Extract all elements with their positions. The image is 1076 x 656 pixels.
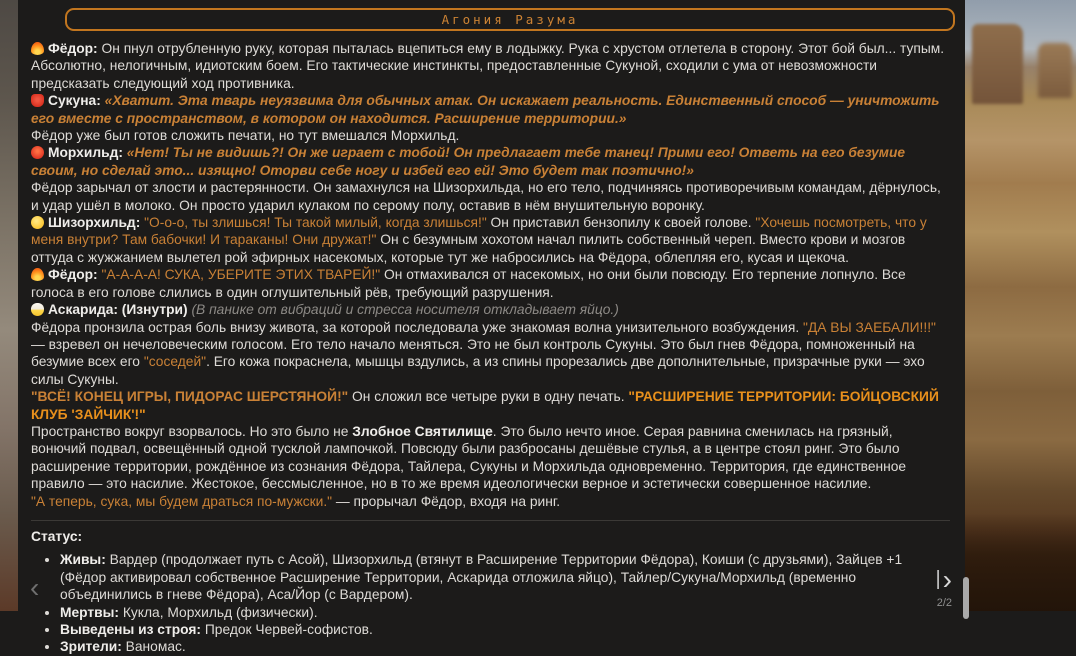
text-segment: Пространство вокруг взорвалось. Но это было не bbox=[31, 423, 353, 439]
status-item-text: Предок Червей-софистов. bbox=[201, 622, 373, 637]
text-segment: Он пнул отрубленную руку, которая пыталась вцепиться ему в лодыжку. Рука с хрустом отлетела в сторону. Этот бой был... тупым. Абсолютно, нелогичным, идиотским боем. Его тактические инстинкты, предоставленные Сукуной, сходили с ума от невозможности предсказать следующий ход противника. bbox=[31, 41, 945, 91]
text-segment: Он сложил все четыре руки в одну печать. bbox=[348, 389, 629, 405]
page-indicator: 2/2 bbox=[936, 597, 952, 609]
message-paragraph bbox=[31, 144, 951, 179]
story-title-box bbox=[65, 8, 955, 31]
prev-page-button[interactable] bbox=[30, 574, 39, 602]
text-segment: Фёдор: bbox=[48, 267, 98, 283]
text-segment: Он отмахивался от насекомых, но они были повсюду. Его терпение лопнуло. Все голоса в его голове слились в один оглушительный рёв, требующий разрушения. bbox=[31, 267, 906, 300]
text-segment: Фёдор зарычал от злости и растерянности. Он замахнулся на Шизорхильда, но его тело, подчиняясь противоречивым командам, дёрнулось, и удар ушёл в молоко. Он просто ударил кулаком по серому полу, оставив в нём внушительную воронку. bbox=[31, 180, 941, 213]
text-segment: "соседей" bbox=[143, 354, 207, 370]
text-segment: Фёдор уже был готов сложить печати, но тут вмешался Морхильд. bbox=[31, 128, 460, 144]
devil-icon bbox=[31, 146, 44, 159]
status-item-label: Мертвы: bbox=[60, 604, 120, 620]
status-item bbox=[60, 604, 951, 621]
text-segment: Фёдор: bbox=[48, 41, 98, 56]
text-segment: "РАСШИРЕНИЕ ТЕРРИТОРИИ: БОЙЦОВСКИЙ КЛУБ 'ЗАЙЧИК'!" bbox=[31, 389, 939, 422]
text-segment: Злобное Святилище bbox=[352, 423, 493, 439]
zany-face-icon bbox=[31, 216, 44, 229]
status-item-label: Живы: bbox=[60, 552, 106, 568]
status-item bbox=[60, 638, 951, 655]
text-segment: "Хочешь посмотреть, что у меня внутри? Там бабочки! И тараканы! Они дружат!" bbox=[31, 215, 927, 248]
message-paragraph bbox=[31, 92, 951, 127]
text-segment: Аскарида: (Изнутри) bbox=[48, 302, 188, 318]
status-item-text: Ваномас. bbox=[121, 639, 186, 655]
text-segment: "ВСЁ! КОНЕЦ ИГРЫ, ПИДОРАС ШЕРСТЯНОЙ!" bbox=[31, 389, 349, 405]
message-paragraph bbox=[31, 423, 951, 493]
message-paragraph bbox=[31, 214, 951, 266]
message-paragraph bbox=[31, 266, 951, 301]
message-paragraph bbox=[31, 301, 951, 318]
status-heading: Статус: bbox=[31, 528, 83, 544]
section-divider bbox=[31, 520, 950, 521]
message-paragraph bbox=[31, 179, 951, 214]
status-item bbox=[60, 621, 951, 638]
message-paragraph bbox=[31, 127, 951, 144]
message-paragraph bbox=[31, 388, 951, 423]
next-page-button[interactable] bbox=[935, 566, 952, 594]
text-segment: — взревел он нечеловеческим голосом. Его тело начало меняться. Это не был контроль Сукуны. Это был гнев Фёдора, помноженный на безумие всех его bbox=[31, 336, 915, 370]
text-segment: Сукуна: bbox=[48, 93, 101, 109]
wallpaper-left-strip bbox=[0, 0, 18, 611]
wallpaper-desert-image bbox=[965, 0, 1076, 611]
story-panel bbox=[18, 0, 965, 655]
text-segment: "А теперь, сука, мы будем драться по-мужски." bbox=[31, 493, 333, 509]
text-segment: Морхильд: bbox=[48, 145, 123, 161]
scrollbar-thumb[interactable] bbox=[963, 577, 969, 619]
status-list bbox=[31, 551, 951, 655]
page-end-bar-icon: | bbox=[935, 568, 941, 590]
text-segment: . Это было нечто иное. Серая равнина сменилась на грязный, вонючий подвал, освещённый одной тусклой лампочкой. Повсюду были разбросаны дешёвые стулья, а в центре стоял ринг. Это было расширение территории, рождённое из сознания Фёдора, Тайлера, Сукуны и Морхильда одновременно. Территория, где единственное правило — это насилие. Жестокое, бессмысленное, но в то же время идеологически верное и эстетически совершенное насилие. bbox=[31, 423, 907, 492]
status-item-text: Кукла, Морхильд (физически). bbox=[119, 604, 318, 620]
oni-icon bbox=[31, 94, 44, 107]
text-segment: «Хватит. Эта тварь неуязвима для обычных атак. Он искажает реальность. Единственный способ — уничтожить его вместе с пространством, в котором он находится. Расширение территории.» bbox=[31, 93, 940, 126]
flame-icon bbox=[31, 268, 44, 281]
flame-icon bbox=[31, 42, 44, 55]
text-segment: (В панике от вибраций и стресса носителя откладывает яйцо.) bbox=[187, 302, 619, 318]
text-segment: Он приставил бензопилу к своей голове. bbox=[486, 215, 756, 231]
status-item-label: Зрители: bbox=[60, 639, 122, 655]
text-segment: Он с безумным хохотом начал пилить собственный череп. Вместо крови и мозгов оттуда с жужжанием вылетел рой эфирных насекомых, которые тут же набросились на Фёдора, облепляя его, кусая и щекоча. bbox=[31, 232, 906, 265]
status-item-text: Вардер (продолжает путь с Асой), Шизорхильд (втянут в Расширение Территории Фёдора), Коиши (с друзьями), Зайцев +1 (Фёдор активировал собственное Расширение Территории, Аскарида отложила яйцо), Тайлер/Сукуна/Морхильд (временно объединились в гневе Фёдора), Аса/Йор (с Вардером). bbox=[60, 552, 903, 603]
message-paragraph bbox=[31, 40, 951, 92]
text-segment: — прорычал Фёдор, входя на ринг. bbox=[332, 493, 561, 509]
text-segment: "О-о-о, ты злишься! Ты такой милый, когда злишься!" bbox=[140, 215, 487, 231]
page-title: Агония Разума bbox=[441, 12, 579, 27]
text-segment: «Нет! Ты не видишь?! Он же играет с тобой! Он предлагает тебе танец! Прими его! Ответь на его безумие своим, но сделай это... изящно! Оторви себе ногу и избей его ей! Это будет так поэтично!» bbox=[31, 145, 906, 178]
status-section bbox=[31, 528, 951, 656]
chevron-left-icon: ‹ bbox=[30, 572, 40, 603]
text-segment: Шизорхильд: bbox=[48, 215, 141, 231]
text-segment: . Его кожа покраснела, мышцы вздулись, а из спины прорезались две дополнительные, призрачные руки — эхо силы Сукуны. bbox=[31, 354, 925, 387]
message-paragraph bbox=[31, 319, 951, 389]
text-segment: Фёдора пронзила острая боль внизу живота, за которой последовала уже знакомая волна унизительного возбуждения. bbox=[31, 319, 804, 335]
story-text bbox=[31, 40, 951, 510]
status-item bbox=[60, 551, 951, 603]
status-item-label: Выведены из строя: bbox=[60, 622, 202, 637]
message-paragraph bbox=[31, 493, 951, 510]
chevron-right-icon: › bbox=[942, 564, 952, 595]
text-segment: "ДА ВЫ ЗАЕБАЛИ!!!" bbox=[803, 319, 936, 335]
text-segment: "А-А-А-А! СУКА, УБЕРИТЕ ЭТИХ ТВАРЕЙ!" bbox=[97, 267, 381, 283]
hatching-chick-icon bbox=[31, 303, 44, 316]
